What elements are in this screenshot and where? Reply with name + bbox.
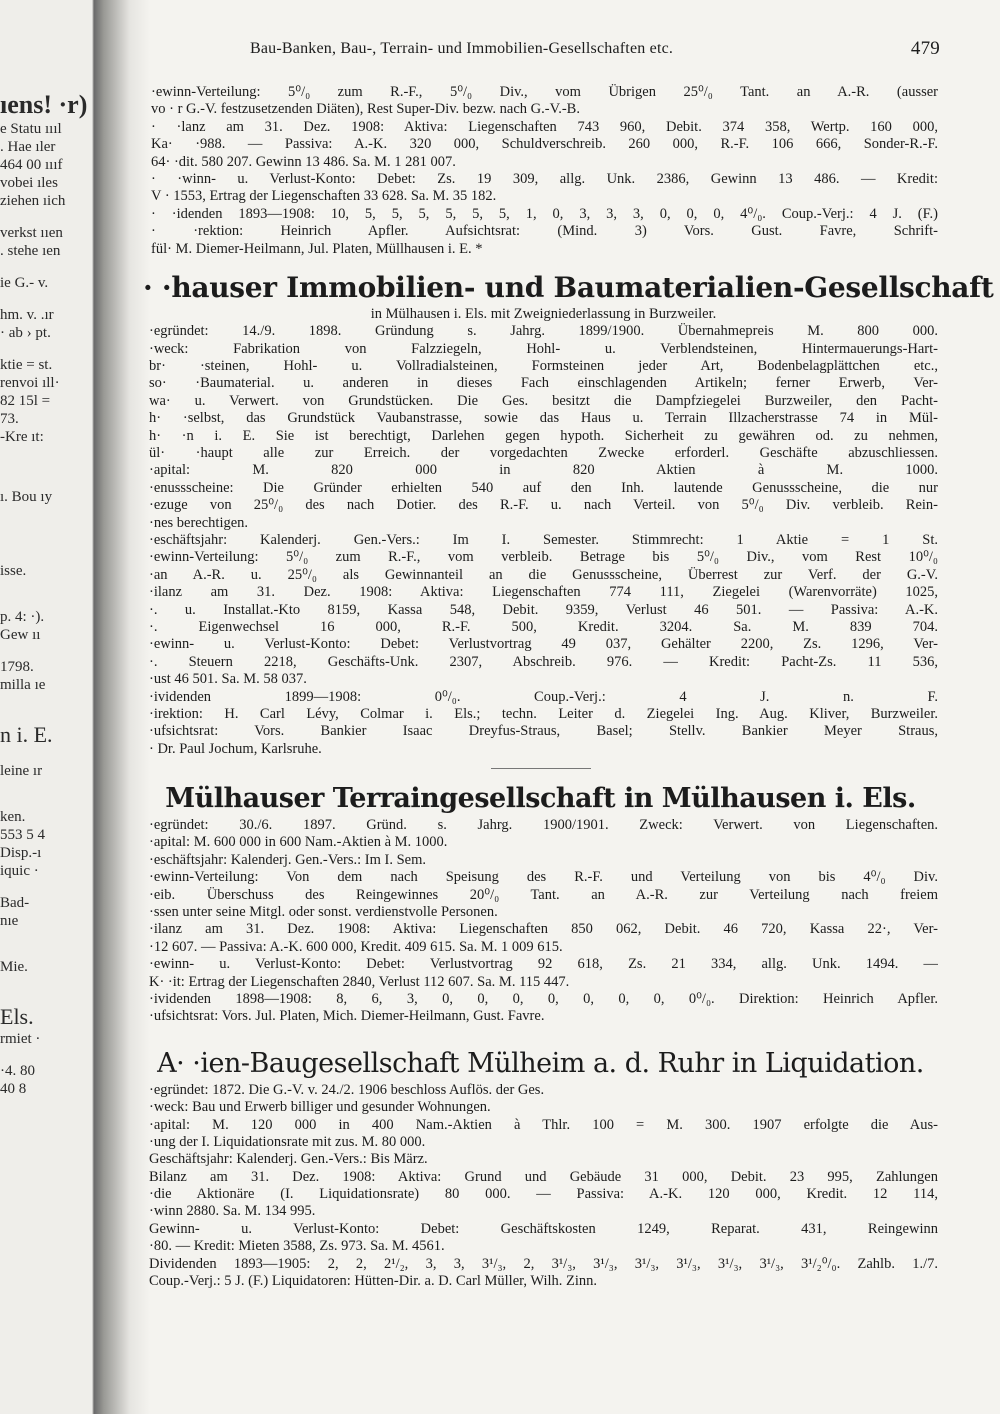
margin-fragment: 82 15l = (0, 393, 51, 409)
text-line: ·ung der I. Liquidationsrate mit zus. M. 80 000. (149, 1133, 426, 1150)
text-line: ·apital: M. 120 000 in 400 Nam.-Aktien à Thlr. 100 = M. 300. 1907 erfolgte die Aus- (149, 1116, 938, 1133)
text-line: ·ufsichtsrat: Vors. Bankier Isaac Dreyfus-Straus, Basel; Stellv. Bankier Meyer Straus, (149, 723, 938, 740)
text-line: · ·winn- u. Verlust-Konto: Debet: Zs. 19 309, allg. Unk. 2386, Gewinn 13 486. — Kredit: (151, 170, 938, 187)
margin-fragment (0, 694, 96, 708)
margin-fragment: . Hae ıler (0, 139, 56, 155)
section-title: A· ·ien-Baugesellschaft Mülheim a. d. Ruhr in Liquidation. (157, 1047, 924, 1079)
margin-fragment: ı. Bou ıy (0, 489, 53, 505)
text-line: ·ilanz am 31. Dez. 1908: Aktiva: Liegenschaften 850 062, Debit. 46 720, Kassa 22·, Ver- (149, 921, 938, 938)
section-title: · ·hauser Immobilien- und Baumaterialien-Gesellschaft (143, 270, 994, 304)
text-line: vo · r G.-V. festzusetzenden Diäten), Rest Super-Div. bezw. nach G.-V.-B. (151, 101, 580, 118)
text-line: ·weck: Bau und Erwerb billiger und gesunder Wohnungen. (149, 1099, 491, 1116)
text-line: ·. u. Installat.-Kto 8159, Kassa 548, Debit. 9359, Verlust 46 501. — Passiva: A.-K. (149, 601, 938, 618)
text-line: ·ewinn-Verteilung: 5⁰/₀ zum R.-F., 5⁰/₀ Div., vom Übrigen 25⁰/₀ Tant. an A.-R. (ausser (151, 84, 938, 100)
margin-fragment (0, 292, 96, 306)
text-line: in Mülhausen i. Els. mit Zweigniederlassung in Burzweiler. (370, 305, 717, 322)
margin-fragment (0, 930, 96, 944)
text-line: Bilanz am 31. Dez. 1908: Aktiva: Grund und Gebäude 31 000, Debit. 23 995, Zahlungen (149, 1168, 938, 1185)
margin-fragment: . stehe ıen (0, 243, 61, 259)
text-line: ·ust 46 501. Sa. M. 58 037. (149, 671, 307, 688)
text-line: ·winn 2880. Sa. M. 134 995. (149, 1203, 316, 1220)
text-line: br· ·steinen, Hohl- u. Vollradialsteinen, Formsteinen jeder Art, Bodenbelagplättchen etc., (149, 358, 938, 375)
text-line: ·ilanz am 31. Dez. 1908: Aktiva: Liegenschaften 774 111, Ziegelei (Warenvorräte) 1025, (149, 584, 938, 601)
section-immobilien-baumaterialien (143, 306, 938, 758)
text-line: ·ividenden 1898—1908: 8, 6, 3, 0, 0, 0, 0, 0, 0, 0, 0⁰/₀. Direktion: Heinrich Apfler. (149, 990, 938, 1007)
text-line: ·eib. Überschuss des Reingewinnes 20⁰/₀ Tant. an A.-R. zur Verteilung nach freiem (149, 886, 938, 903)
margin-fragment (0, 1048, 96, 1062)
previous-page-margin (0, 90, 96, 1098)
margin-fragment: Disp.-ı (0, 845, 42, 861)
margin-fragment: 553 5 4 (0, 827, 45, 843)
text-line: ·ewinn- u. Verlust-Konto: Debet: Verlustvortrag 49 037, Gehälter 2200, Zs. 1296, Ver- (149, 636, 938, 653)
text-line: ·egründet: 30./6. 1897. Gründ. s. Jahrg. 1900/1901. Zweck: Verwert. von Liegenschaften. (149, 817, 938, 834)
margin-fragment: 73. (0, 411, 19, 427)
text-line: ·die Aktionäre (I. Liquidationsrate) 80 000. — Passiva: A.-K. 120 000, Kredit. 12 114, (149, 1186, 938, 1203)
margin-fragment: Gew ıı (0, 627, 41, 643)
text-line: ·eschäftsjahr: Kalenderj. Gen.-Vers.: Im I. Sem. (149, 851, 427, 868)
text-line: ·weck: Fabrikation von Falzziegeln, Hohl- u. Verblendsteinen, Hintermauerungs-Hart- (149, 340, 938, 357)
margin-fragment: leine ır (0, 763, 43, 779)
text-line: · ·rektion: Heinrich Apfler. Aufsichtsrat: (Mind. 3) Vors. Gust. Favre, Schrift- (151, 223, 938, 240)
margin-fragment: nıe (0, 913, 19, 929)
text-line: Gewinn- u. Verlust-Konto: Debet: Geschäftskosten 1249, Reparat. 431, Reingewinn (149, 1220, 938, 1237)
margin-fragment: Bad- (0, 895, 30, 911)
margin-fragment: Els. (0, 1004, 34, 1029)
text-line: ·nes berechtigen. (149, 514, 249, 531)
margin-fragment (0, 260, 96, 274)
text-line: h· ·n i. E. Sie ist berechtigt, Darlehen gegen hypoth. Sicherheit zu gewähren od. zu nehmen, (149, 427, 938, 444)
text-line: K· ·it: Ertrag der Liegenschaften 2840, Verlust 112 607. Sa. M. 115 447. (149, 973, 570, 990)
margin-fragment (0, 342, 96, 356)
margin-fragment (0, 520, 96, 534)
margin-fragment (0, 748, 96, 762)
margin-fragment (0, 708, 96, 722)
margin-fragment: 1798. (0, 659, 34, 675)
text-line: wa· u. Verwert. von Grundstücken. Die Ges. besitzt die Dampfziegelei Burzweiler, den Pacht- (149, 392, 938, 409)
text-line: Geschäftsjahr: Kalenderj. Gen.-Vers.: Bis März. (149, 1151, 428, 1168)
margin-fragment: rmiet · (0, 1031, 41, 1047)
text-line: · ·lanz am 31. Dez. 1908: Aktiva: Liegenschaften 743 960, Debit. 374 358, Wertp. 160 000, (151, 118, 938, 135)
margin-fragment: ·4. 80 (0, 1063, 35, 1079)
margin-fragment (0, 880, 96, 894)
text-line: Ka· ·988. — Passiva: A.-K. 320 000, Schuldverschreib. 260 000, R.-F. 106 666, Sonder-R.-F. (151, 136, 938, 153)
margin-fragment: renvoi ıll· (0, 375, 60, 391)
margin-fragment: Mie. (0, 959, 28, 975)
text-line: ·enussscheine: Die Gründer erhielten 540 auf den Inh. lautende Genussscheine, die nur (149, 479, 938, 496)
text-line: ·ssen unter seine Mitgl. oder sonst. verdienstvolle Personen. (149, 904, 498, 921)
text-line: fül· M. Diemer-Heilmann, Jul. Platen, Müllhausen i. E. * (151, 240, 483, 257)
margin-fragment: verkst ııen (0, 225, 63, 241)
margin-fragment: ken. (0, 809, 26, 825)
text-line: Coup.-Verj.: 5 J. (F.) Liquidatoren: Hütten-Dir. a. D. Carl Müller, Wilh. Zinn. (149, 1273, 598, 1290)
text-line: ·irektion: H. Carl Lévy, Colmar i. Els.; techn. Leiter d. Ziegelei Ing. Aug. Kliver, Burzweiler. (149, 705, 938, 722)
text-line: ·80. — Kredit: Mieten 3588, Zs. 973. Sa. M. 4561. (149, 1238, 445, 1255)
margin-fragment (0, 644, 96, 658)
text-line: ·eschäftsjahr: Kalenderj. Gen.-Vers.: Im I. Semester. Stimmrecht: 1 Aktie = 1 St. (149, 531, 938, 548)
text-line: ·apital: M. 820 000 in 820 Aktien à M. 1000. (149, 462, 938, 479)
margin-fragment (0, 794, 96, 808)
section-continued-entry (143, 84, 938, 258)
text-line: ·egründet: 14./9. 1898. Gründung s. Jahrg. 1899/1900. Übernahmepreis M. 800 000. (149, 323, 938, 340)
page-content (143, 84, 994, 1290)
margin-fragment (0, 944, 96, 958)
margin-fragment: vobei ıles (0, 175, 58, 191)
margin-fragment: p. 4: ·). (0, 609, 45, 625)
text-line: ·. Eigenwechsel 16 000, R.-F. 500, Kredit. 3204. Sa. M. 839 704. (149, 618, 938, 635)
margin-fragment (0, 506, 96, 520)
margin-fragment: n i. E. (0, 722, 53, 747)
text-line: ül· ·haupt alle zur Erreich. der vorgedachten Zwecke erforderl. Geschäfte abzuschliessen. (149, 445, 938, 462)
margin-fragment (0, 990, 96, 1004)
margin-fragment: 464 00 ıııf (0, 157, 63, 173)
margin-fragment (0, 534, 96, 548)
margin-fragment: milla ıe (0, 677, 46, 693)
page-number: 479 (910, 38, 940, 59)
section-baugesellschaft-muelheim (143, 1082, 938, 1291)
running-header (250, 40, 940, 58)
margin-fragment (0, 446, 96, 460)
text-line: ·. Steuern 2218, Geschäfts-Unk. 2307, Abschreib. 976. — Kredit: Pacht-Zs. 11 536, (149, 653, 938, 670)
text-line: · ·idenden 1893—1908: 10, 5, 5, 5, 5, 5, 5, 1, 0, 3, 3, 3, 0, 0, 0, 4⁰/₀. Coup.-Verj.: 4 J. (F.) (151, 205, 938, 222)
text-line: Dividenden 1893—1905: 2, 2, 2¹/₂, 3, 3, 3¹/₃, 2, 3¹/₃, 3¹/₃, 3¹/₃, 3¹/₃, 3¹/₃, 3¹/₃, 3¹/₂⁰/₀. Zahlb. 1./7. (149, 1255, 938, 1272)
margin-fragment: isse. (0, 563, 27, 579)
margin-fragment (0, 474, 96, 488)
margin-fragment: ziehen ıich (0, 193, 66, 209)
text-line: ·ewinn- u. Verlust-Konto: Debet: Verlustvortrag 92 618, Zs. 21 334, allg. Unk. 1494. — (149, 956, 938, 973)
text-line: ·12 607. — Passiva: A.-K. 600 000, Kredit. 409 615. Sa. M. 1 009 615. (149, 938, 563, 955)
margin-fragment: ktie = st. (0, 357, 53, 373)
margin-fragment: ie G.- v. (0, 275, 49, 291)
section-divider (491, 768, 591, 769)
margin-fragment: · ab › pt. (0, 325, 51, 341)
text-line: ·ewinn-Verteilung: Von dem nach Speisung des R.-F. und Verteilung von bis 4⁰/₀ Div. (149, 869, 938, 886)
text-line: ·ividenden 1899—1908: 0⁰/₀. Coup.-Verj.: 4 J. n. F. (149, 688, 938, 705)
margin-fragment (0, 594, 96, 608)
margin-fragment (0, 780, 96, 794)
text-line: so· ·Baumaterial. u. anderen in dieses Fach einschlagenden Artikeln; ferner Erwerb, Ver- (149, 375, 938, 392)
margin-fragment: -Kre ıt: (0, 429, 44, 445)
margin-fragment (0, 210, 96, 224)
text-line: V · 1553, Ertrag der Liegenschaften 33 628. Sa. M. 35 182. (151, 188, 497, 205)
text-line: ·egründet: 1872. Die G.-V. v. 24./2. 1906 beschloss Auflös. der Ges. (149, 1081, 545, 1098)
section-terraingesellschaft (143, 817, 938, 1026)
margin-fragment (0, 580, 96, 594)
text-line: ·an A.-R. u. 25⁰/₀ als Gewinnanteil an die Genussscheine, Überrest zur Verf. der G.-V. (149, 566, 938, 583)
text-line: ·ezuge von 25⁰/₀ des nach Dotier. des R.-F. u. nach Verteil. von 5⁰/₀ Div. verbleib. Rein- (149, 497, 938, 514)
text-line: h· ·selbst, das Grundstück Vaubanstrasse, sowie das Haus u. Terrain Illzacherstrasse 74 in Mül- (149, 410, 938, 427)
margin-fragment (0, 548, 96, 562)
section-title: Mülhauser Terraingesellschaft in Mülhausen i. Els. (165, 783, 916, 815)
running-title: Bau-Banken, Bau-, Terrain- und Immobilien-Gesellschaften etc. (250, 40, 674, 57)
text-line: · Dr. Paul Jochum, Karlsruhe. (149, 740, 322, 757)
margin-fragment (0, 976, 96, 990)
text-line: ·ewinn-Verteilung: 5⁰/₀ zum R.-F., vom verbleib. Betrage bis 5⁰/₀ Div., vom Rest 10⁰/₀ (149, 549, 938, 566)
margin-fragment: hm. v. .ır (0, 307, 54, 323)
margin-fragment: e Statu ıııl (0, 121, 62, 137)
margin-fragment: iquic · (0, 863, 39, 879)
margin-fragment: ıens! ·r) (0, 90, 88, 119)
text-line: ·ufsichtsrat: Vors. Jul. Platen, Mich. Diemer-Heilmann, Gust. Favre. (149, 1008, 545, 1025)
margin-fragment (0, 460, 96, 474)
text-line: ·apital: M. 600 000 in 600 Nam.-Aktien à M. 1000. (149, 834, 448, 851)
text-line: 64· ·dit. 580 207. Gewinn 13 486. Sa. M. 1 281 007. (151, 153, 456, 170)
margin-fragment: 40 8 (0, 1081, 27, 1097)
